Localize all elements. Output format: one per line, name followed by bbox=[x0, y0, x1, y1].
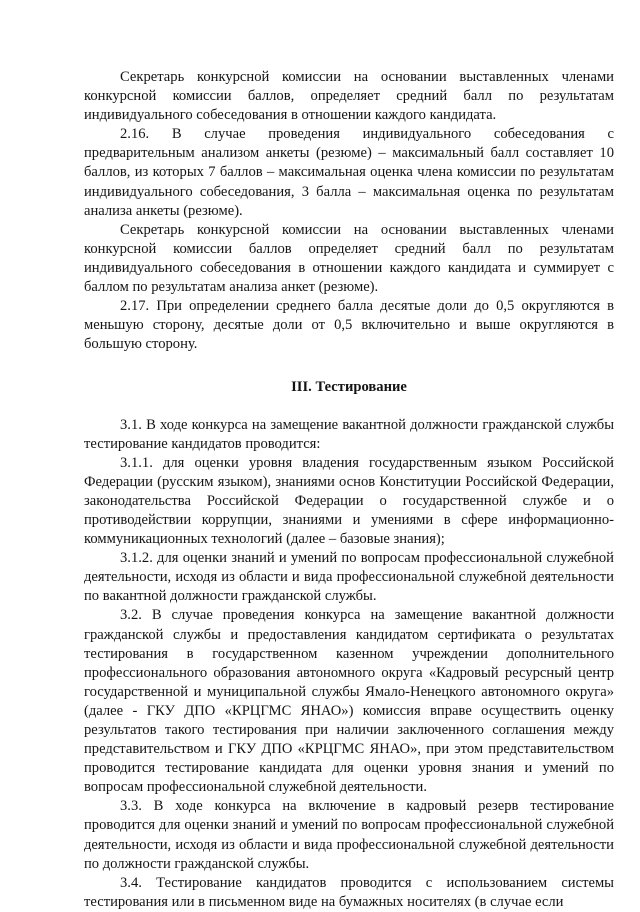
document-page bbox=[84, 68, 614, 912]
paragraph-secretary-average-score: Секретарь конкурсной комиссии на основании выставленных членами конкурсной комиссии баллов, определяет средний балл по результатам индивидуального собеседования в отношении каждого кандидата. bbox=[84, 69, 614, 124]
paragraph-3-1-2: 3.1.2. для оценки знаний и умений по вопросам профессиональной служебной деятельности, исходя из области и вида профессиональной служебной деятельности по вакантной должности гражданской службы. bbox=[84, 550, 614, 605]
paragraph-2-17: 2.17. При определении среднего балла десятые доли до 0,5 округляются в меньшую сторону, десятые доли от 0,5 включительно и выше округляются в большую сторону. bbox=[84, 298, 614, 353]
paragraph-secretary-sum-score: Секретарь конкурсной комиссии на основании выставленных членами конкурсной комиссии баллов определяет средний балл по результатам индивидуального собеседования в отношении каждого кандидата и суммирует с баллом по результатам анализа анкет (резюме). bbox=[84, 221, 614, 296]
paragraph-3-1: 3.1. В ходе конкурса на замещение вакантной должности гражданской службы тестирование кандидатов проводится: bbox=[84, 416, 614, 452]
paragraph-3-4: 3.4. Тестирование кандидатов проводится с использованием системы тестирования или в письменном виде на бумажных носителях (в случае если bbox=[84, 874, 614, 910]
paragraph-3-3: 3.3. В ходе конкурса на включение в кадровый резерв тестирование проводится для оценки знаний и умений по вопросам профессиональной служебной деятельности, исходя из области и вида профессиональной служебной деятельности по должности гражданской службы. bbox=[84, 798, 614, 872]
section-title: III. Тестирование bbox=[291, 379, 407, 396]
paragraph-2-16: 2.16. В случае проведения индивидуального собеседования с предварительным анализом анкеты (резюме) – максимальный балл составляет 10 баллов, из которых 7 баллов – максимальная оценка члена комиссии по результатам индивидуального собеседования, 3 балла – максимальная оценка по результатам анализа анкеты (резюме). bbox=[84, 126, 614, 219]
paragraph-3-1-1: 3.1.1. для оценки уровня владения государственным языком Российской Федерации (русским языком), знаниями основ Конституции Российской Федерации, законодательства Российской Федерации о государственной службе и о противодействии коррупции, знаниями и умениями в сфере информационно-коммуникационных технологий (далее – базовые знания); bbox=[84, 454, 614, 548]
paragraph-3-2: 3.2. В случае проведения конкурса на замещение вакантной должности гражданской службы и предоставления кандидатом сертификата о результатах тестирования в государственном казенном учреждении дополнительного профессионального образования автономного округа «Кадровый ресурсный центр государственной и муниципальной службы Ямало-Ненецкого автономного округа» (далее - ГКУ ДПО «КРЦГМС ЯНАО») комиссия вправе осуществить оценку результатов такого тестирования при наличии заключенного соглашения между представительством и ГКУ ДПО «КРЦГМС ЯНАО», при этом представительством проводится тестирование кандидата для оценки уровня знания и умений по вопросам профессиональной служебной деятельности. bbox=[84, 607, 614, 796]
